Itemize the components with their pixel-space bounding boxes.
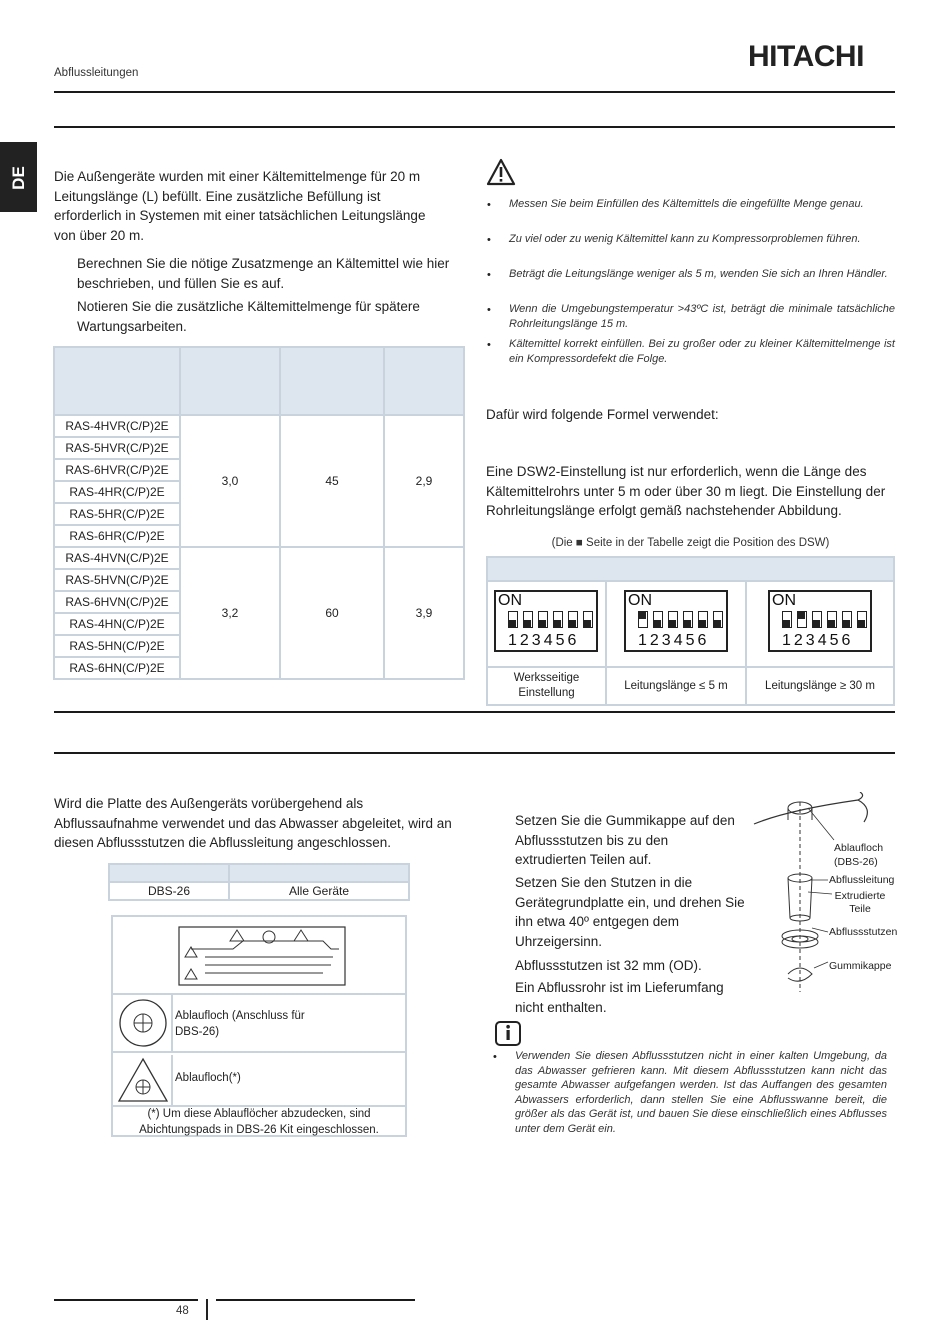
model-cell: RAS-6HVN(C/P)2E [54,591,180,613]
dip-numbers: 123456 [782,632,854,649]
bullet: • [487,304,491,316]
refrigerant-table [53,346,465,680]
bullet: • [487,269,491,281]
dip-switch-long [768,590,872,652]
value-cell: 2,9 [384,415,464,547]
dip-numbers: 123456 [638,632,710,649]
value-cell: 45 [280,415,384,547]
bullet: • [493,1051,497,1063]
drain-table [108,863,410,901]
model-cell: RAS-4HVR(C/P)2E [54,415,180,437]
warning-item: Messen Sie beim Einfüllen des Kältemittels die eingefüllte Menge genau. [509,198,864,210]
model-cell: RAS-5HN(C/P)2E [54,635,180,657]
dip-switch-factory [494,590,598,652]
value-cell: 60 [280,547,384,679]
drain-intro: Wird die Platte des Außengeräts vorübergehend als Abflussaufnahme verwendet und das Abwasser abgeleitet, wird an diesen Abflussstutzen die Abflussleitung angeschlossen. [54,796,452,850]
drain-step-3: Abflussstutzen ist 32 mm (OD). [515,958,702,973]
model-cell: RAS-5HR(C/P)2E [54,503,180,525]
section-rule [54,711,895,713]
dsw-text: Eine DSW2-Einstellung ist nur erforderlich, wenn die Länge des Kältemittelrohrs unter 5 m oder über 30 m liegt. Die Einstellung der Rohrleitungslänge erfolgt gemäß nachstehender Abbildung. [486,464,886,518]
section-title: Abflussleitungen [54,67,139,79]
drain-hole-label: Ablaufloch (Anschluss für DBS-26) [175,1010,305,1038]
value-cell: 3,2 [180,547,280,679]
section-rule [54,752,895,754]
dsw-caption: (Die ■ Seite in der Tabelle zeigt die Position des DSW) [551,537,830,549]
refrigerant-step-2: Notieren Sie die zusätzliche Kältemittelmenge für spätere Wartungsarbeiten. [77,299,420,334]
dip-on-label: ON [628,592,652,609]
drain-units-cell: Alle Geräte [229,882,409,900]
drain-hole-label: Ablaufloch(*) [175,1072,241,1084]
model-cell: RAS-6HVR(C/P)2E [54,459,180,481]
footer-divider [206,1299,208,1320]
model-cell: RAS-4HR(C/P)2E [54,481,180,503]
warning-icon [486,158,516,191]
footer-rule-right [216,1299,415,1301]
formula-text: Dafür wird folgende Formel verwendet: [486,407,719,422]
figure-label-fitting: Abflussstutzen [829,926,898,938]
model-cell: RAS-6HN(C/P)2E [54,657,180,679]
model-cell: RAS-6HR(C/P)2E [54,525,180,547]
bullet: • [487,339,491,351]
dsw-label-factory: Werksseitige Einstellung [487,667,606,705]
refrigerant-intro: Die Außengeräte wurden mit einer Kältemittelmenge für 20 m Leitungslänge (L) befüllt. Eine zusätzliche Befüllung ist erforderlich in Systemen mit einer tatsächlichen Leitungslänge von über 20 m. [54,169,426,243]
page-number: 48 [176,1305,189,1317]
dsw-label-short: Leitungslänge ≤ 5 m [606,667,746,705]
drain-holes-box [111,915,407,1137]
warning-item: Beträgt die Leitungslänge weniger als 5 m, wenden Sie sich an Ihren Händler. [509,268,888,280]
value-cell: 3,9 [384,547,464,679]
dip-numbers: 123456 [508,632,580,649]
drain-step-1: Setzen Sie die Gummikappe auf den Abflussstutzen bis zu den extrudierten Teilen auf. [515,813,735,867]
footer-rule-left [54,1299,198,1301]
warning-item: Zu viel oder zu wenig Kältemittel kann zu Kompressorproblemen führen. [509,233,861,245]
model-cell: RAS-5HVN(C/P)2E [54,569,180,591]
value-cell: 3,0 [180,415,280,547]
section-rule [54,126,895,128]
drain-step-4: Ein Abflussrohr ist im Lieferumfang nicht enthalten. [515,980,724,1015]
drain-hole-icon [113,995,173,1051]
info-icon [495,1021,521,1051]
figure-label-pipe: Abflussleitung [829,874,895,886]
header-rule [54,91,895,93]
drain-kit-cell: DBS-26 [109,882,229,900]
drain-hole-warning-icon [113,1055,173,1105]
drain-note: Verwenden Sie diesen Abflussstutzen nicht in einer kalten Umgebung, da das Abwasser gefrieren kann. Mit diesem Abflussstutzen kann nicht das gesamte Abwasser aufgefangen werden. Ist das Auffangen des gesamten Abwassers erforderlich, dann stellen Sie eine Abflusswanne bereit, die größer als das Gerät ist, und bauen Sie diese einschließlich eines Abflusses unter dem Gerät ein. [515,1050,887,1135]
refrigerant-step-1: Berechnen Sie die nötige Zusatzmenge an Kältemittel wie hier beschrieben, und füllen Sie es auf. [77,256,450,291]
warning-item: Kältemittel korrekt einfüllen. Bei zu großer oder zu kleiner Kältemittelmenge ist ein Kompressordefekt die Folge. [509,338,895,365]
model-cell: RAS-4HN(C/P)2E [54,613,180,635]
figure-label-cap: Gummikappe [829,960,892,972]
figure-label-hole: Ablaufloch (DBS-26) [834,842,884,868]
base-plate-diagram [113,917,405,995]
model-cell: RAS-4HVN(C/P)2E [54,547,180,569]
bullet: • [487,234,491,246]
drain-fitting-figure [748,792,898,1002]
drain-footnote: (*) Um diese Ablauflöcher abzudecken, sind Abichtungspads in DBS-26 Kit eingeschlossen. [139,1108,379,1136]
figure-label-extruded: Extrudierte Teile [834,890,886,915]
dsw-label-long: Leitungslänge ≥ 30 m [746,667,894,705]
dip-on-label: ON [498,592,522,609]
language-tab-label: DE [9,166,28,190]
dip-switch-short [624,590,728,652]
drain-step-2: Setzen Sie den Stutzen in die Gerätegrundplatte ein, und drehen Sie ihn etwa 40º entgegen dem Uhrzeigersinn. [515,875,745,949]
model-cell: RAS-5HVR(C/P)2E [54,437,180,459]
brand-logo: HITACHI [748,40,864,73]
dip-on-label: ON [772,592,796,609]
warning-item: Wenn die Umgebungstemperatur >43ºC ist, beträgt die minimale tatsächliche Rohrleitungslänge 15 m. [509,303,895,330]
bullet: • [487,199,491,211]
language-tab [0,142,37,212]
